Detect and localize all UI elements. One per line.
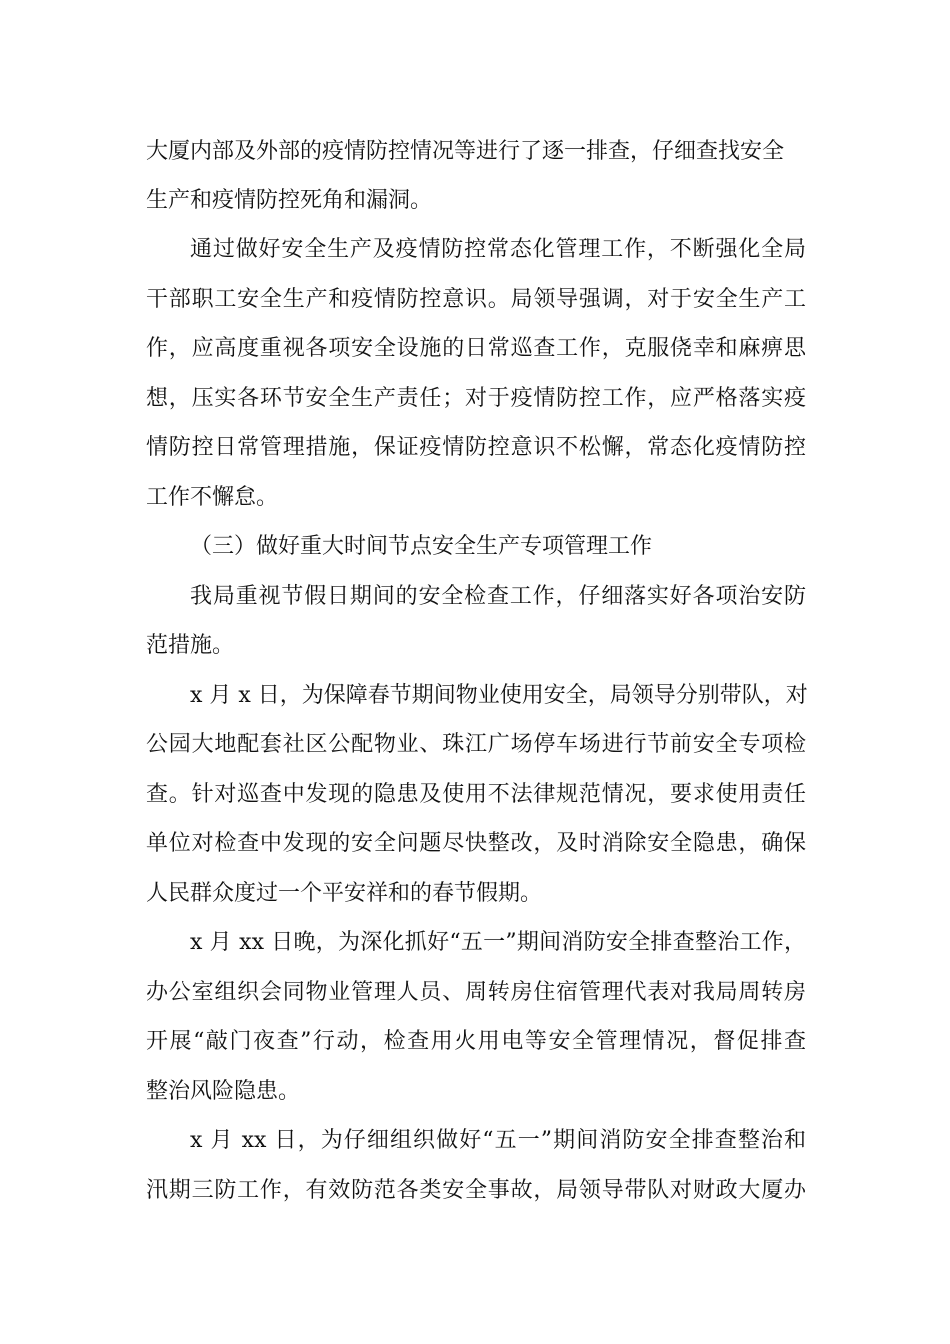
text-line: 汛期三防工作，有效防范各类安全事故，局领导带队对财政大厦办 bbox=[146, 1178, 806, 1203]
text-line: 我局重视节假日期间的安全检查工作，仔细落实好各项治安防 bbox=[190, 584, 806, 609]
text-line: 作，应高度重视各项安全设施的日常巡查工作，克服侥幸和麻痹思 bbox=[146, 336, 806, 361]
text-line: 范措施。 bbox=[146, 633, 235, 658]
text-line: 查。针对巡查中发现的隐患及使用不法律规范情况，要求使用责任 bbox=[146, 782, 806, 807]
text-line: 通过做好安全生产及疫情防控常态化管理工作，不断强化全局 bbox=[190, 237, 806, 262]
text-line: 情防控日常管理措施，保证疫情防控意识不松懈，常态化疫情防控 bbox=[146, 435, 806, 460]
text-line: x 月 xx 日，为仔细组织做好“五一”期间消防安全排查整治和 bbox=[190, 1128, 806, 1153]
text-line: 公园大地配套社区公配物业、珠江广场停车场进行节前安全专项检 bbox=[146, 732, 806, 757]
section-heading: （三）做好重大时间节点安全生产专项管理工作 bbox=[190, 534, 653, 559]
text-line: 工作不懈怠。 bbox=[146, 485, 279, 510]
text-line: 开展“敲门夜查”行动，检查用火用电等安全管理情况，督促排查 bbox=[146, 1029, 806, 1054]
text-line: 办公室组织会同物业管理人员、周转房住宿管理代表对我局周转房 bbox=[146, 980, 806, 1005]
text-line: 单位对检查中发现的安全问题尽快整改，及时消除安全隐患，确保 bbox=[146, 831, 806, 856]
text-line: 干部职工安全生产和疫情防控意识。局领导强调，对于安全生产工 bbox=[146, 287, 806, 312]
text-line: 想，压实各环节安全生产责任；对于疫情防控工作，应严格落实疫 bbox=[146, 386, 806, 411]
text-line: 大厦内部及外部的疫情防控情况等进行了逐一排查，仔细查找安全 bbox=[146, 139, 785, 164]
text-line: x 月 x 日，为保障春节期间物业使用安全，局领导分别带队，对 bbox=[190, 683, 808, 708]
text-line: 生产和疫情防控死角和漏洞。 bbox=[146, 188, 433, 213]
text-line: 人民群众度过一个平安祥和的春节假期。 bbox=[146, 881, 543, 906]
text-line: x 月 xx 日晚，为深化抓好“五一”期间消防安全排查整治工作， bbox=[190, 930, 806, 955]
text-line: 整治风险隐患。 bbox=[146, 1079, 301, 1104]
